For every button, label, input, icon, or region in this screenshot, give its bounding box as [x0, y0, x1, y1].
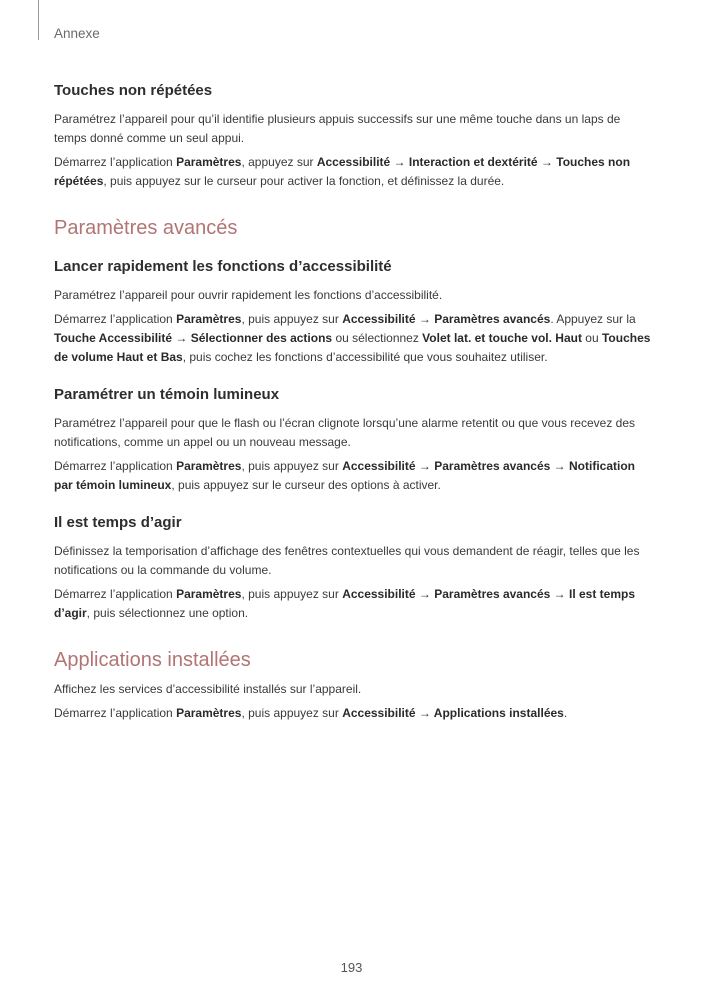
text-run: Démarrez l’application — [54, 155, 177, 169]
menu-path-item: Il est temps d’agir — [54, 587, 636, 620]
arrow-separator: → — [537, 155, 557, 169]
paragraph-description: Paramétrez l’appareil pour qu’il identifie plusieurs appuis successifs sur une même touche dans un laps de temps donné comme un seul appui. — [54, 112, 621, 145]
section-title: Lancer rapidement les fonctions d’accessibilité — [54, 258, 392, 275]
text-run: , puis sélectionnez une option. — [86, 606, 249, 620]
text-run: Démarrez l’application — [54, 706, 177, 720]
section-lancer-rapidement — [54, 256, 654, 367]
section-title: Il est temps d’agir — [54, 514, 182, 531]
section-title: Touches non répétées — [54, 82, 213, 99]
text-run: , puis appuyez sur le curseur pour activer la fonction, et définissez la durée. — [103, 174, 505, 188]
text-run: , puis cochez les fonctions d’accessibilité que vous souhaitez utiliser. — [182, 350, 548, 364]
menu-path-item: Paramètres avancés — [434, 587, 551, 601]
paragraph-instructions — [54, 457, 654, 495]
chapter-title-applications-installees: Applications installées — [54, 649, 251, 671]
menu-path-item: Volet lat. et touche vol. Haut — [422, 331, 582, 345]
section-temps-dagir — [54, 512, 654, 623]
text-run: ou sélectionnez — [332, 331, 423, 345]
menu-path-item: Paramètres — [176, 587, 242, 601]
section-temoin-lumineux — [54, 384, 654, 495]
menu-path-item: Sélectionner des actions — [190, 331, 333, 345]
paragraph-instructions — [54, 153, 654, 191]
text-run: . — [563, 706, 568, 720]
page-content — [54, 80, 654, 728]
paragraph-instructions — [54, 310, 654, 367]
arrow-separator: → — [390, 155, 409, 169]
menu-path-item: Accessibilité — [342, 706, 416, 720]
menu-path-item: Paramètres — [176, 459, 242, 473]
arrow-separator: → — [550, 587, 569, 601]
running-head: Annexe — [54, 26, 100, 41]
page-number: 193 — [340, 960, 363, 975]
text-run: ou — [581, 331, 602, 345]
paragraph-description: Paramétrez l’appareil pour ouvrir rapidement les fonctions d’accessibilité. — [54, 288, 443, 302]
menu-path-item: Notification par témoin lumineux — [54, 459, 635, 492]
paragraph-instructions — [54, 704, 654, 723]
section-title: Paramétrer un témoin lumineux — [54, 386, 280, 403]
menu-path-item: Accessibilité — [342, 587, 416, 601]
paragraph-description: Définissez la temporisation d’affichage des fenêtres contextuelles qui vous demandent de réagir, telles que les notifications ou la commande du volume. — [54, 544, 640, 577]
arrow-separator: → — [415, 459, 435, 473]
section-touches-non-repetees — [54, 80, 654, 191]
paragraph-description: Affichez les services d’accessibilité installés sur l’appareil. — [54, 682, 362, 696]
arrow-separator: → — [415, 312, 435, 326]
arrow-separator: → — [550, 459, 569, 473]
menu-path-item: Applications installées — [433, 706, 564, 720]
menu-path-item: Touches non répétées — [54, 155, 631, 188]
text-run: , puis appuyez sur — [241, 459, 343, 473]
section-applications-installees — [54, 646, 654, 723]
text-run: , puis appuyez sur le curseur des options à activer. — [171, 478, 441, 492]
menu-path-item: Interaction et dextérité — [408, 155, 538, 169]
arrow-separator: → — [415, 706, 434, 720]
text-run: Démarrez l’application — [54, 587, 177, 601]
text-run: , puis appuyez sur — [241, 312, 343, 326]
menu-path-item: Paramètres — [176, 312, 242, 326]
menu-path-item: Accessibilité — [342, 459, 416, 473]
menu-path-item: Touche Accessibilité — [54, 331, 173, 345]
arrow-separator: → — [172, 331, 191, 345]
chapter-title-parametres-avances: Paramètres avancés — [54, 217, 238, 239]
menu-path-item: Paramètres — [176, 155, 242, 169]
text-run: , appuyez sur — [241, 155, 317, 169]
text-run: . Appuyez sur la — [550, 312, 636, 326]
menu-path-item: Accessibilité — [316, 155, 391, 169]
menu-path-item: Touches de volume Haut et Bas — [54, 331, 651, 364]
paragraph-description: Paramétrez l’appareil pour que le flash ou l’écran clignote lorsqu’une alarme retentit ou que vous recevez des notifications, comme un appel ou un nouveau message. — [54, 416, 635, 449]
paragraph-instructions — [54, 585, 654, 623]
menu-path-item: Accessibilité — [342, 312, 416, 326]
margin-rule — [38, 0, 39, 40]
menu-path-item: Paramètres — [176, 706, 242, 720]
text-run: Démarrez l’application — [54, 459, 177, 473]
menu-path-item: Paramètres avancés — [434, 459, 551, 473]
arrow-separator: → — [415, 587, 435, 601]
text-run: Démarrez l’application — [54, 312, 177, 326]
menu-path-item: Paramètres avancés — [434, 312, 551, 326]
text-run: , puis appuyez sur — [241, 706, 343, 720]
text-run: , puis appuyez sur — [241, 587, 343, 601]
